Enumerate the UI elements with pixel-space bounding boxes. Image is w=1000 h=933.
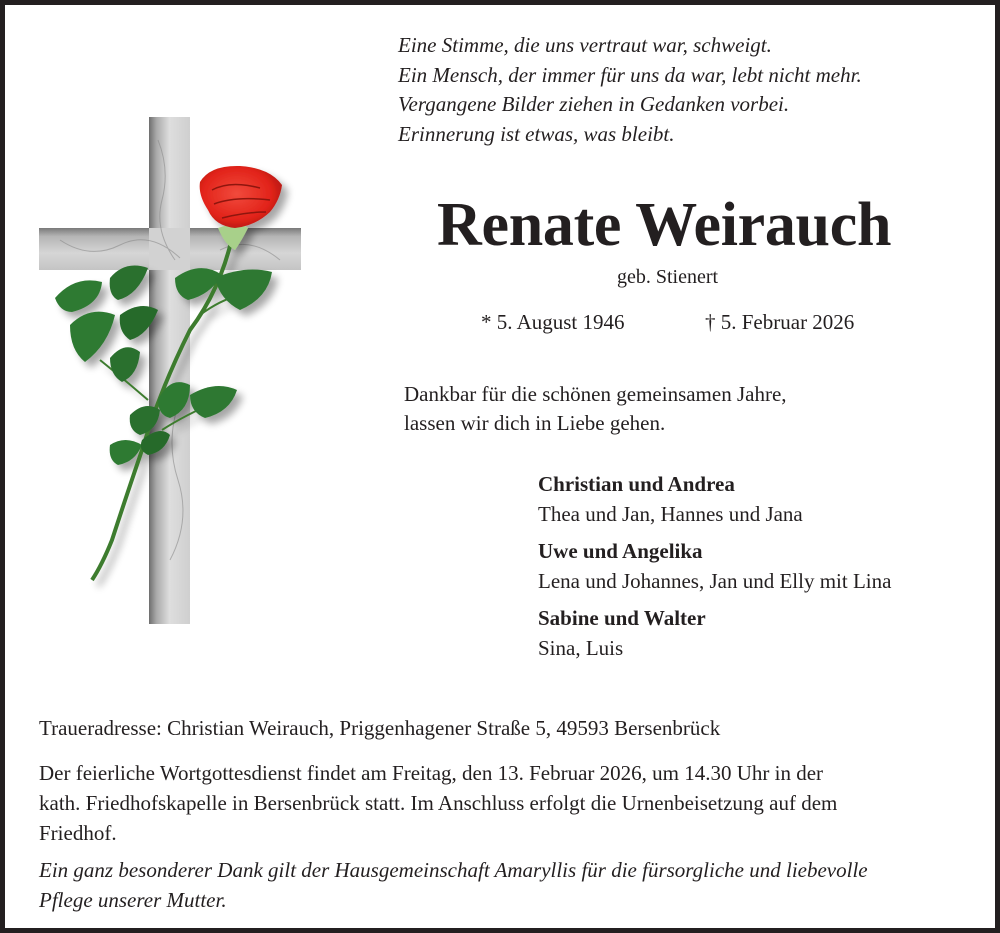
- special-thanks: [39, 855, 868, 915]
- deceased-name-text: Renate Weirauch: [437, 191, 892, 259]
- mourner-group-members: Lena und Johannes, Jan und Elly mit Lina: [538, 569, 892, 593]
- mourner-group-heading: Christian und Andrea: [538, 472, 735, 496]
- farewell-text: [404, 380, 787, 438]
- service-line: Der feierliche Wortgottesdienst findet am Freitag, den 13. Februar 2026, um 14.30 Uhr in der: [39, 761, 824, 785]
- poem-line: Vergangene Bilder ziehen in Gedanken vorbei.: [398, 92, 790, 116]
- mourner-group: [538, 469, 891, 529]
- service-line: kath. Friedhofskapelle in Bersenbrück statt. Im Anschluss erfolgt die Urnenbeisetzung auf dem: [39, 791, 838, 815]
- service-info: [39, 758, 974, 848]
- death-date: † 5. Februar 2026: [705, 310, 855, 334]
- birth-date: * 5. August 1946: [481, 310, 625, 334]
- special-thanks-line: Ein ganz besonderer Dank gilt der Hausgemeinschaft Amaryllis für die fürsorgliche und liebevolle: [39, 858, 868, 882]
- mourning-address: Traueradresse: Christian Weirauch, Priggenhagener Straße 5, 49593 Bersenbrück: [39, 716, 721, 740]
- mourner-group: [538, 536, 891, 596]
- birth-name: geb. Stienert: [617, 266, 719, 288]
- mourner-group-heading: Uwe und Angelika: [538, 539, 703, 563]
- poem: [398, 31, 862, 149]
- poem-line: Erinnerung ist etwas, was bleibt.: [398, 121, 675, 146]
- mourner-group-members: Sina, Luis: [538, 636, 624, 660]
- mourners-list: [538, 469, 891, 670]
- farewell-line: lassen wir dich in Liebe gehen.: [404, 411, 666, 435]
- poem-line: Ein Mensch, der immer für uns da war, lebt nicht mehr.: [398, 62, 862, 87]
- mourner-group-members: Thea und Jan, Hannes und Jana: [538, 502, 803, 526]
- service-line: Friedhof.: [39, 821, 117, 845]
- special-thanks-line: Pflege unserer Mutter.: [39, 888, 227, 912]
- mourner-group: [538, 603, 891, 663]
- deceased-name: [0, 186, 1000, 264]
- mourner-group-heading: Sabine und Walter: [538, 606, 706, 630]
- farewell-line: Dankbar für die schönen gemeinsamen Jahre,: [404, 382, 787, 406]
- cross-with-rose-image: [30, 100, 320, 640]
- poem-line: Eine Stimme, die uns vertraut war, schweigt.: [398, 33, 772, 57]
